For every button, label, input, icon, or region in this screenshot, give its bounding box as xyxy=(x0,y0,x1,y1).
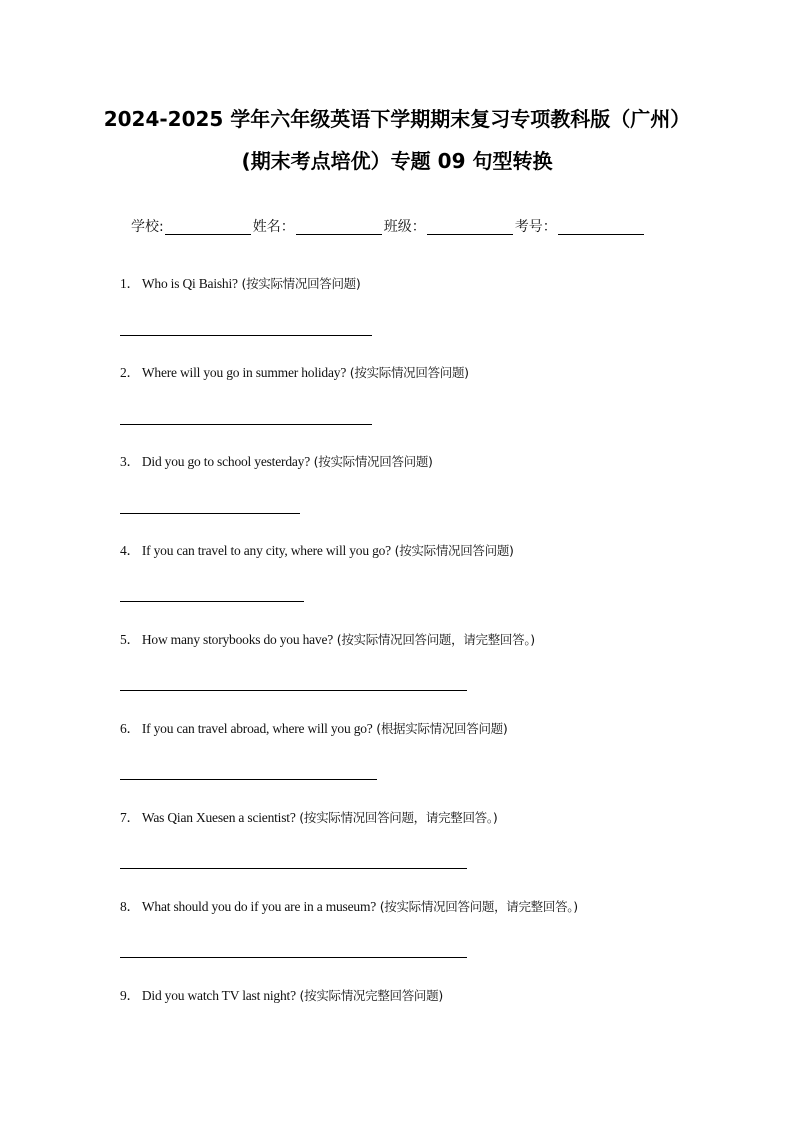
question-number: 5． xyxy=(120,632,140,647)
question-2 xyxy=(120,364,469,382)
question-number: 8． xyxy=(120,899,140,914)
question-text: Where will you go in summer holiday? xyxy=(141,365,347,380)
question-instruction: (按实际情况回答问题，请完整回答。) xyxy=(376,899,578,914)
question-instruction: (按实际情况完整回答问题) xyxy=(295,988,443,1003)
page-title-line-1: 2024-2025 学年六年级英语下学期期末复习专项教科版（广州） xyxy=(103,107,691,131)
question-number: 4． xyxy=(120,543,140,558)
answer-line-4[interactable] xyxy=(120,601,304,602)
student-info-row xyxy=(131,215,644,237)
school-field[interactable] xyxy=(165,218,251,235)
answer-line-5[interactable] xyxy=(120,690,467,691)
question-instruction: (按实际情况回答问题) xyxy=(346,365,469,380)
question-3 xyxy=(120,453,433,471)
question-4 xyxy=(120,542,514,560)
question-text: What should you do if you are in a museum? xyxy=(141,899,377,914)
class-label: 班级： xyxy=(383,219,426,235)
page-title-line-2: (期末考点培优）专题 09 句型转换 xyxy=(241,149,553,173)
question-6 xyxy=(120,720,507,738)
question-number: 2． xyxy=(120,365,140,380)
question-number: 6． xyxy=(120,721,140,736)
question-8 xyxy=(120,898,578,916)
question-instruction: (按实际情况回答问题，请完整回答。) xyxy=(295,810,498,825)
question-1 xyxy=(120,275,360,293)
answer-line-6[interactable] xyxy=(120,779,377,780)
question-instruction: (按实际情况回答问题，请完整回答。) xyxy=(333,632,535,647)
question-instruction: (按实际情况回答问题) xyxy=(390,543,514,558)
question-text: If you can travel abroad, where will you go? xyxy=(141,721,373,736)
answer-line-7[interactable] xyxy=(120,868,467,869)
question-text: Did you watch TV last night? xyxy=(141,988,296,1003)
question-instruction: (按实际情况回答问题) xyxy=(237,276,361,291)
exam-number-label: 考号： xyxy=(514,219,557,235)
question-9 xyxy=(120,987,443,1005)
question-5 xyxy=(120,631,535,649)
school-label: 学校: xyxy=(131,219,164,235)
answer-line-1[interactable] xyxy=(120,335,372,336)
answer-line-8[interactable] xyxy=(120,957,467,958)
exam-number-field[interactable] xyxy=(558,218,644,235)
answer-line-3[interactable] xyxy=(120,513,300,514)
question-number: 9． xyxy=(120,988,140,1003)
question-number: 7． xyxy=(120,810,140,825)
question-text: Who is Qi Baishi? xyxy=(141,276,238,291)
question-text: If you can travel to any city, where will you go? xyxy=(141,543,391,558)
question-text: How many storybooks do you have? xyxy=(141,632,334,647)
question-instruction: (根据实际情况回答问题) xyxy=(372,721,508,736)
class-field[interactable] xyxy=(427,218,513,235)
question-text: Did you go to school yesterday? xyxy=(141,454,310,469)
question-text: Was Qian Xuesen a scientist? xyxy=(141,810,296,825)
question-instruction: (按实际情况回答问题) xyxy=(310,454,433,469)
question-number: 1． xyxy=(120,276,140,291)
name-label: 姓名： xyxy=(252,219,295,235)
question-7 xyxy=(120,809,497,827)
name-field[interactable] xyxy=(296,218,382,235)
answer-line-2[interactable] xyxy=(120,424,372,425)
question-number: 3． xyxy=(120,454,140,469)
